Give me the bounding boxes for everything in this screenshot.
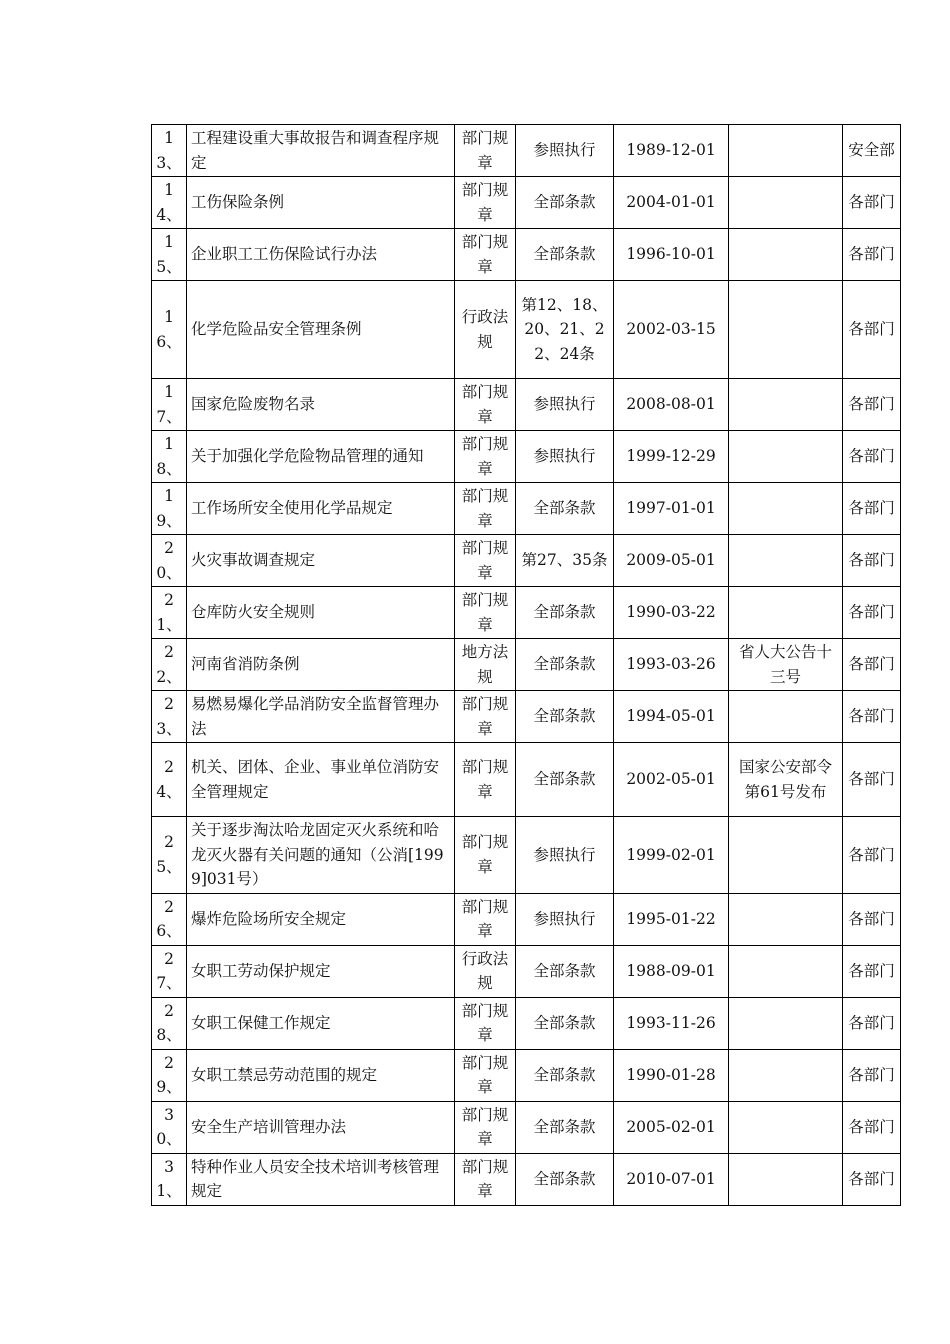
regulation-title: 爆炸危险场所安全规定: [187, 893, 455, 945]
row-number: 28、: [152, 997, 187, 1049]
remark: [729, 997, 843, 1049]
table-row: [152, 639, 901, 691]
applicable-scope: 全部条款: [516, 587, 614, 639]
responsible-department: 各部门: [843, 639, 901, 691]
remark: 省人大公告十三号: [729, 639, 843, 691]
table-row: [152, 945, 901, 997]
regulation-title: 女职工劳动保护规定: [187, 945, 455, 997]
table-row: [152, 1049, 901, 1101]
remark: [729, 587, 843, 639]
responsible-department: 各部门: [843, 431, 901, 483]
regulation-title: 仓库防火安全规则: [187, 587, 455, 639]
effective-date: 2009-05-01: [614, 535, 729, 587]
regulation-title: 关于逐步淘汰哈龙固定灭火系统和哈龙灭火器有关问题的通知（公消[1999]031号）: [187, 817, 455, 894]
regulation-title: 企业职工工伤保险试行办法: [187, 229, 455, 281]
responsible-department: 各部门: [843, 229, 901, 281]
remark: [729, 535, 843, 587]
table-row: [152, 229, 901, 281]
row-number: 23、: [152, 691, 187, 743]
row-number: 21、: [152, 587, 187, 639]
effective-date: 1990-03-22: [614, 587, 729, 639]
table-row: [152, 379, 901, 431]
row-number: 17、: [152, 379, 187, 431]
regulation-title: 易燃易爆化学品消防安全监督管理办法: [187, 691, 455, 743]
table-row: [152, 587, 901, 639]
regulation-type: 部门规章: [455, 743, 516, 817]
table-row: [152, 431, 901, 483]
regulation-type: 部门规章: [455, 893, 516, 945]
responsible-department: 各部门: [843, 535, 901, 587]
regulation-type: 行政法规: [455, 945, 516, 997]
effective-date: 2010-07-01: [614, 1153, 729, 1205]
regulation-title: 工程建设重大事故报告和调查程序规定: [187, 125, 455, 177]
applicable-scope: 全部条款: [516, 997, 614, 1049]
effective-date: 1999-12-29: [614, 431, 729, 483]
regulation-type: 部门规章: [455, 817, 516, 894]
regulation-type: 部门规章: [455, 483, 516, 535]
applicable-scope: 全部条款: [516, 177, 614, 229]
responsible-department: 各部门: [843, 379, 901, 431]
table-row: [152, 691, 901, 743]
regulation-type: 部门规章: [455, 997, 516, 1049]
effective-date: 1993-03-26: [614, 639, 729, 691]
row-number: 16、: [152, 281, 187, 379]
applicable-scope: 参照执行: [516, 817, 614, 894]
regulation-type: 部门规章: [455, 1153, 516, 1205]
table-row: [152, 743, 901, 817]
applicable-scope: 参照执行: [516, 125, 614, 177]
effective-date: 1994-05-01: [614, 691, 729, 743]
effective-date: 1990-01-28: [614, 1049, 729, 1101]
applicable-scope: 全部条款: [516, 945, 614, 997]
table-row: [152, 535, 901, 587]
row-number: 24、: [152, 743, 187, 817]
regulation-title: 化学危险品安全管理条例: [187, 281, 455, 379]
applicable-scope: 参照执行: [516, 431, 614, 483]
responsible-department: 各部门: [843, 281, 901, 379]
responsible-department: 各部门: [843, 893, 901, 945]
effective-date: 1999-02-01: [614, 817, 729, 894]
effective-date: 1995-01-22: [614, 893, 729, 945]
regulation-title: 国家危险废物名录: [187, 379, 455, 431]
responsible-department: 各部门: [843, 1101, 901, 1153]
effective-date: 1989-12-01: [614, 125, 729, 177]
applicable-scope: 全部条款: [516, 639, 614, 691]
applicable-scope: 全部条款: [516, 1049, 614, 1101]
remark: [729, 691, 843, 743]
remark: [729, 281, 843, 379]
regulation-title: 女职工禁忌劳动范围的规定: [187, 1049, 455, 1101]
applicable-scope: 第12、18、20、21、22、24条: [516, 281, 614, 379]
remark: [729, 1153, 843, 1205]
row-number: 19、: [152, 483, 187, 535]
remark: [729, 893, 843, 945]
regulation-type: 地方法规: [455, 639, 516, 691]
row-number: 25、: [152, 817, 187, 894]
responsible-department: 各部门: [843, 177, 901, 229]
applicable-scope: 参照执行: [516, 379, 614, 431]
effective-date: 1996-10-01: [614, 229, 729, 281]
regulation-title: 安全生产培训管理办法: [187, 1101, 455, 1153]
regulation-type: 部门规章: [455, 229, 516, 281]
remark: [729, 125, 843, 177]
applicable-scope: 全部条款: [516, 691, 614, 743]
responsible-department: 各部门: [843, 945, 901, 997]
applicable-scope: 参照执行: [516, 893, 614, 945]
effective-date: 2004-01-01: [614, 177, 729, 229]
regulation-title: 特种作业人员安全技术培训考核管理规定: [187, 1153, 455, 1205]
applicable-scope: 全部条款: [516, 743, 614, 817]
table-row: [152, 997, 901, 1049]
regulation-type: 部门规章: [455, 535, 516, 587]
effective-date: 1997-01-01: [614, 483, 729, 535]
regulation-type: 部门规章: [455, 125, 516, 177]
remark: [729, 177, 843, 229]
applicable-scope: 第27、35条: [516, 535, 614, 587]
regulation-title: 关于加强化学危险物品管理的通知: [187, 431, 455, 483]
regulations-table: [151, 124, 901, 1206]
applicable-scope: 全部条款: [516, 483, 614, 535]
row-number: 31、: [152, 1153, 187, 1205]
regulation-type: 部门规章: [455, 177, 516, 229]
row-number: 15、: [152, 229, 187, 281]
row-number: 22、: [152, 639, 187, 691]
effective-date: 2005-02-01: [614, 1101, 729, 1153]
table-row: [152, 483, 901, 535]
table-row: [152, 1101, 901, 1153]
row-number: 30、: [152, 1101, 187, 1153]
remark: [729, 1049, 843, 1101]
effective-date: 2002-03-15: [614, 281, 729, 379]
regulation-title: 火灾事故调查规定: [187, 535, 455, 587]
effective-date: 2002-05-01: [614, 743, 729, 817]
regulation-type: 部门规章: [455, 587, 516, 639]
responsible-department: 各部门: [843, 997, 901, 1049]
table-row: [152, 817, 901, 894]
row-number: 26、: [152, 893, 187, 945]
responsible-department: 各部门: [843, 483, 901, 535]
table-row: [152, 177, 901, 229]
applicable-scope: 全部条款: [516, 229, 614, 281]
regulation-type: 部门规章: [455, 431, 516, 483]
responsible-department: 各部门: [843, 1153, 901, 1205]
applicable-scope: 全部条款: [516, 1101, 614, 1153]
responsible-department: 安全部: [843, 125, 901, 177]
effective-date: 1993-11-26: [614, 997, 729, 1049]
remark: 国家公安部令第61号发布: [729, 743, 843, 817]
row-number: 20、: [152, 535, 187, 587]
regulation-title: 工伤保险条例: [187, 177, 455, 229]
remark: [729, 431, 843, 483]
row-number: 27、: [152, 945, 187, 997]
regulation-type: 部门规章: [455, 691, 516, 743]
responsible-department: 各部门: [843, 1049, 901, 1101]
responsible-department: 各部门: [843, 691, 901, 743]
row-number: 29、: [152, 1049, 187, 1101]
regulation-title: 机关、团体、企业、事业单位消防安全管理规定: [187, 743, 455, 817]
regulation-title: 河南省消防条例: [187, 639, 455, 691]
remark: [729, 229, 843, 281]
regulation-type: 部门规章: [455, 379, 516, 431]
remark: [729, 483, 843, 535]
regulation-title: 女职工保健工作规定: [187, 997, 455, 1049]
table-row: [152, 1153, 901, 1205]
regulation-title: 工作场所安全使用化学品规定: [187, 483, 455, 535]
row-number: 13、: [152, 125, 187, 177]
regulation-type: 行政法规: [455, 281, 516, 379]
table-row: [152, 125, 901, 177]
responsible-department: 各部门: [843, 743, 901, 817]
effective-date: 2008-08-01: [614, 379, 729, 431]
remark: [729, 817, 843, 894]
remark: [729, 379, 843, 431]
effective-date: 1988-09-01: [614, 945, 729, 997]
regulation-type: 部门规章: [455, 1101, 516, 1153]
responsible-department: 各部门: [843, 817, 901, 894]
table-row: [152, 281, 901, 379]
responsible-department: 各部门: [843, 587, 901, 639]
regulation-type: 部门规章: [455, 1049, 516, 1101]
remark: [729, 1101, 843, 1153]
applicable-scope: 全部条款: [516, 1153, 614, 1205]
row-number: 14、: [152, 177, 187, 229]
table-row: [152, 893, 901, 945]
remark: [729, 945, 843, 997]
row-number: 18、: [152, 431, 187, 483]
